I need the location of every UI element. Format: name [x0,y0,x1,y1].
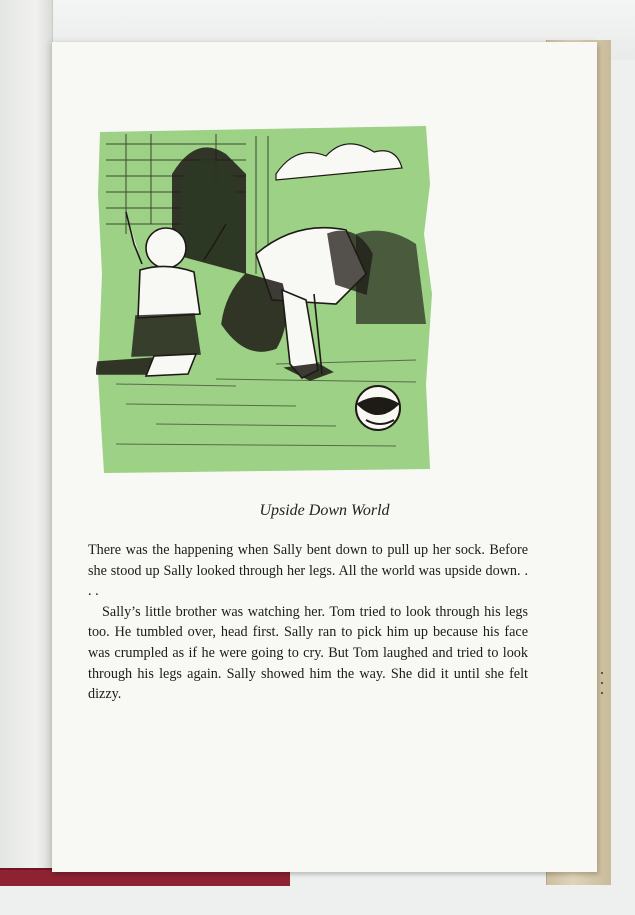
board-marks [601,672,605,702]
paragraph-2: Sally’s little brother was watching her. Tom tried to look through his legs too. He tumbled over, head first. Sally ran to pick him up because his face was crumpled as if he were going to cry. But Tom laughed and tried to look through his legs again. Sally showed him the way. She did it until she felt dizzy. [88,603,528,703]
illustration [96,124,434,475]
paragraph-1: There was the happening when Sally bent down to pull up her sock. Before she stood up Sally looked through her legs. All the world was upside down. . . . [88,542,528,600]
left-page-edge [0,0,53,880]
ball [356,386,400,430]
illustration-caption: Upside Down World [259,502,390,519]
story-text [88,540,528,705]
